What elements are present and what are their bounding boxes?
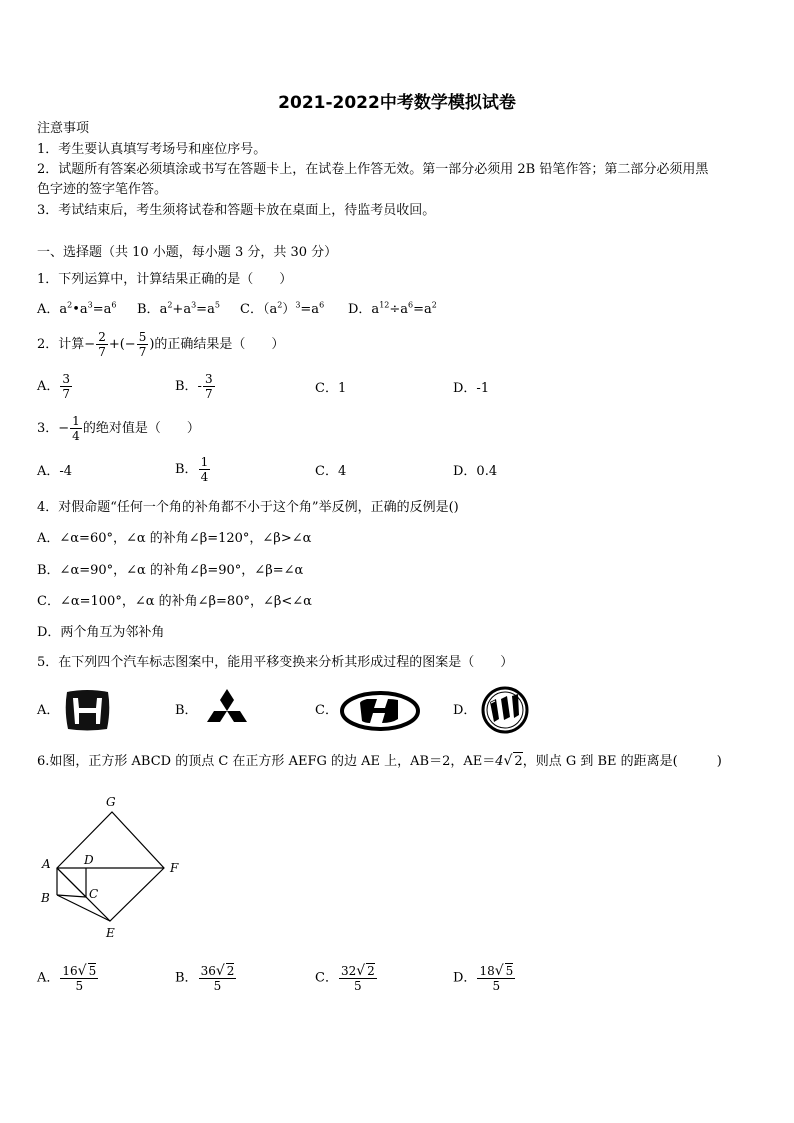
label-b: B xyxy=(41,891,50,905)
q6-option-a: A． $\frac{16√ 5}{5}$ xyxy=(37,963,97,993)
label-f: F xyxy=(170,861,179,875)
q3-option-a: A．-4 xyxy=(37,464,73,479)
q2-option-d: D．-1 xyxy=(453,381,490,396)
segment-be xyxy=(57,895,110,921)
q3-option-c: C．4 xyxy=(315,464,347,479)
segment-ac xyxy=(57,868,86,897)
label-e: E xyxy=(106,926,115,940)
notice-item: 色字迹的签字笔作答。 xyxy=(37,182,168,197)
q1-option-d: D．$a^{12}\div a^6=a^2$ xyxy=(348,300,437,317)
question-6-stem: 6.如图，正方形 ABCD 的顶点 C 在正方形 AEFG 的边 AE 上，AB＝2，AE＝4√ 2，则点 G 到 BE 的距离是( ) xyxy=(37,753,722,769)
q4-option-d: D．两个角互为邻补角 xyxy=(37,625,165,640)
notice-item: 2．试题所有答案必须填涂或书写在答题卡上，在试卷上作答无效。第一部分必须用 2B 铅笔作答；第二部分必须用黑 xyxy=(37,162,709,177)
q6-option-c: C． $\frac{32√ 2}{5}$ xyxy=(315,963,375,993)
q6-option-d: D． $\frac{18√ 5}{5}$ xyxy=(453,963,514,993)
notice-item: 1．考生要认真填写考场号和座位序号。 xyxy=(37,142,267,157)
square-geometry-figure xyxy=(36,792,186,942)
q3-option-d: D．0.4 xyxy=(453,464,498,479)
question-4-stem: 4．对假命题“任何一个角的补角都不小于这个角”举反例，正确的反例是() xyxy=(37,500,459,515)
honda-logo-icon xyxy=(63,689,112,732)
q5-option-a: A． xyxy=(37,703,60,718)
page-title: 2021-2022中考数学模拟试卷 xyxy=(278,93,516,113)
q2-option-c: C．1 xyxy=(315,381,347,396)
q6-option-b: B． $\frac{36√ 2}{5}$ xyxy=(175,963,235,993)
section-heading: 一、选择题（共 10 小题，每小题 3 分，共 30 分） xyxy=(37,245,338,260)
q5-option-b: B． xyxy=(175,703,198,718)
q2-option-b: B．- $\frac{3}{7}$ xyxy=(175,372,213,401)
q1-option-c: C．$(a^2)^3=a^6$ xyxy=(240,300,325,317)
question-1-stem: 1．下列运算中，计算结果正确的是（ ） xyxy=(37,272,293,287)
q4-option-a: A．∠α=60°，∠α 的补角∠β=120°，∠β>∠α xyxy=(37,531,312,546)
square-aefg xyxy=(57,812,164,921)
question-5-stem: 5．在下列四个汽车标志图案中，能用平移变换来分析其形成过程的图案是（ ） xyxy=(37,655,514,670)
hyundai-logo-icon xyxy=(340,691,420,731)
q3-option-b: B． $\frac{1}{4}$ xyxy=(175,455,209,484)
notice-heading: 注意事项 xyxy=(37,121,90,136)
question-2-stem: 2．计算− $\frac{2}{7}$ +(− $\frac{5}{7}$ )的正确结果是（ ） xyxy=(37,330,285,359)
question-3-stem: 3．− $\frac{1}{4}$ 的绝对值是（ ） xyxy=(37,414,200,443)
notice-item: 3．考试结束后，考生须将试卷和答题卡放在桌面上，待监考员收回。 xyxy=(37,203,436,218)
q2-option-a: A． $\frac{3}{7}$ xyxy=(37,372,71,401)
q5-option-c: C． xyxy=(315,703,338,718)
q5-option-d: D． xyxy=(453,703,477,718)
mitsubishi-logo-icon xyxy=(201,688,253,733)
label-a: A xyxy=(42,857,51,871)
q4-option-b: B．∠α=90°，∠α 的补角∠β=90°，∠β=∠α xyxy=(37,563,304,578)
q4-option-c: C．∠α=100°，∠α 的补角∠β=80°，∠β<∠α xyxy=(37,594,312,609)
q1-option-a: A．$a^2•a^3=a^6$ xyxy=(37,300,117,317)
label-d: D xyxy=(84,853,94,867)
buick-logo-icon xyxy=(481,686,529,734)
label-c: C xyxy=(89,887,99,901)
q1-option-b: B．$a^2+a^3=a^5$ xyxy=(137,300,220,317)
label-g: G xyxy=(106,795,116,809)
